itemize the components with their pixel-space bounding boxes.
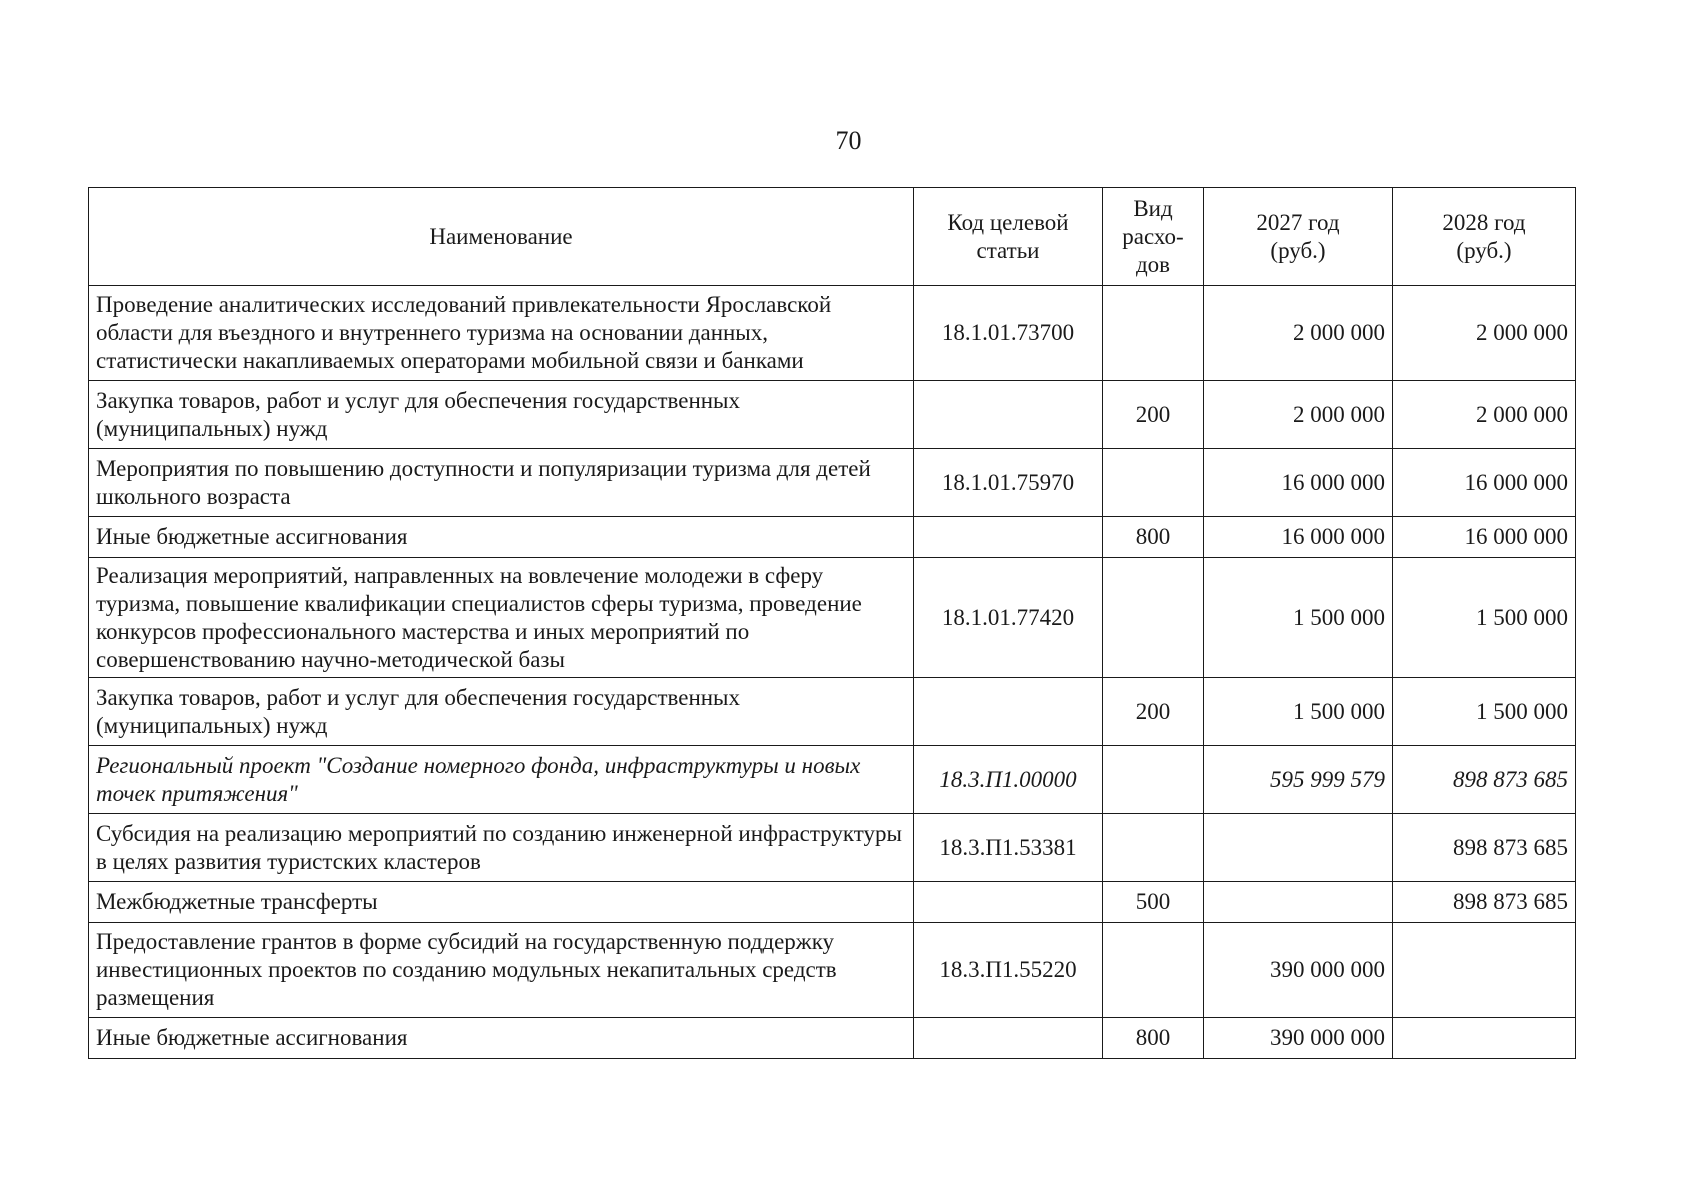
table-row	[89, 286, 1576, 381]
row-kind-cell	[1103, 814, 1204, 882]
row-kind-cell: 200	[1103, 678, 1204, 746]
row-2027-cell: 16 000 000	[1204, 449, 1393, 517]
row-2028-cell: 2 000 000	[1393, 286, 1576, 381]
row-2027-cell: 2 000 000	[1204, 286, 1393, 381]
row-2028-cell: 16 000 000	[1393, 449, 1576, 517]
table-row	[89, 449, 1576, 517]
row-name-cell: Межбюджетные трансферты	[89, 882, 914, 923]
row-kind-cell	[1103, 449, 1204, 517]
row-2028-cell	[1393, 1018, 1576, 1059]
row-2027-cell: 390 000 000	[1204, 1018, 1393, 1059]
row-name-cell: Закупка товаров, работ и услуг для обеспечения государственных (муниципальных) нужд	[89, 678, 914, 746]
row-2028-cell: 1 500 000	[1393, 678, 1576, 746]
row-2027-cell: 595 999 579	[1204, 746, 1393, 814]
row-name-cell: Реализация мероприятий, направленных на вовлечение молодежи в сферу туризма, повышение квалификации специалистов сферы туризма, проведение конкурсов профессионального мастерства и иных мероприятий по совершенствованию научно-методической базы	[89, 558, 914, 678]
header-2027	[1204, 188, 1393, 286]
header-kind-label: Вид расхо- дов	[1122, 195, 1184, 277]
row-name-cell: Закупка товаров, работ и услуг для обеспечения государственных (муниципальных) нужд	[89, 381, 914, 449]
row-code-cell: 18.3.П1.53381	[914, 814, 1103, 882]
row-name-cell: Региональный проект "Создание номерного фонда, инфраструктуры и новых точек притяжения"	[89, 746, 914, 814]
row-code-cell	[914, 882, 1103, 923]
row-kind-cell: 800	[1103, 1018, 1204, 1059]
header-code	[914, 188, 1103, 286]
row-kind-cell	[1103, 746, 1204, 814]
row-2028-cell	[1393, 923, 1576, 1018]
table-row	[89, 558, 1576, 678]
table-row	[89, 381, 1576, 449]
row-code-cell: 18.1.01.77420	[914, 558, 1103, 678]
row-kind-cell: 500	[1103, 882, 1204, 923]
page-number: 70	[835, 126, 862, 155]
row-name-cell: Иные бюджетные ассигнования	[89, 517, 914, 558]
row-2028-cell: 16 000 000	[1393, 517, 1576, 558]
table-row	[89, 882, 1576, 923]
row-code-cell	[914, 678, 1103, 746]
row-2027-cell: 1 500 000	[1204, 558, 1393, 678]
row-2028-cell: 898 873 685	[1393, 814, 1576, 882]
row-code-cell	[914, 1018, 1103, 1059]
table-row	[89, 1018, 1576, 1059]
row-2028-cell: 898 873 685	[1393, 882, 1576, 923]
table-header-row	[89, 188, 1576, 286]
table-row	[89, 814, 1576, 882]
row-2028-cell: 1 500 000	[1393, 558, 1576, 678]
row-2028-cell: 2 000 000	[1393, 381, 1576, 449]
row-kind-cell: 800	[1103, 517, 1204, 558]
header-name	[89, 188, 914, 286]
table-body	[89, 286, 1576, 1059]
row-kind-cell	[1103, 923, 1204, 1018]
row-2027-cell	[1204, 882, 1393, 923]
row-name-cell: Проведение аналитических исследований привлекательности Ярославской области для въездного и внутреннего туризма на основании данных, статистически накапливаемых операторами мобильной связи и банками	[89, 286, 914, 381]
row-code-cell	[914, 517, 1103, 558]
header-kind	[1103, 188, 1204, 286]
table-row	[89, 517, 1576, 558]
budget-table	[88, 187, 1576, 1059]
row-2027-cell: 1 500 000	[1204, 678, 1393, 746]
row-kind-cell	[1103, 558, 1204, 678]
row-code-cell: 18.1.01.73700	[914, 286, 1103, 381]
row-2028-cell: 898 873 685	[1393, 746, 1576, 814]
row-name-cell: Субсидия на реализацию мероприятий по созданию инженерной инфраструктуры в целях развития туристских кластеров	[89, 814, 914, 882]
header-2028-label: 2028 год (руб.)	[1442, 209, 1526, 263]
row-code-cell: 18.1.01.75970	[914, 449, 1103, 517]
row-kind-cell	[1103, 286, 1204, 381]
row-2027-cell: 2 000 000	[1204, 381, 1393, 449]
row-code-cell: 18.3.П1.00000	[914, 746, 1103, 814]
row-2027-cell: 16 000 000	[1204, 517, 1393, 558]
header-name-label: Наименование	[429, 223, 573, 249]
table-row	[89, 746, 1576, 814]
row-name-cell: Предоставление грантов в форме субсидий на государственную поддержку инвестиционных проектов по созданию модульных некапитальных средств размещения	[89, 923, 914, 1018]
row-code-cell	[914, 381, 1103, 449]
row-code-cell: 18.3.П1.55220	[914, 923, 1103, 1018]
table-row	[89, 678, 1576, 746]
row-2027-cell	[1204, 814, 1393, 882]
table-row	[89, 923, 1576, 1018]
header-2027-label: 2027 год (руб.)	[1256, 209, 1340, 263]
row-name-cell: Иные бюджетные ассигнования	[89, 1018, 914, 1059]
header-code-label: Код целевой статьи	[947, 209, 1069, 263]
row-2027-cell: 390 000 000	[1204, 923, 1393, 1018]
header-2028	[1393, 188, 1576, 286]
row-name-cell: Мероприятия по повышению доступности и популяризации туризма для детей школьного возраста	[89, 449, 914, 517]
row-kind-cell: 200	[1103, 381, 1204, 449]
